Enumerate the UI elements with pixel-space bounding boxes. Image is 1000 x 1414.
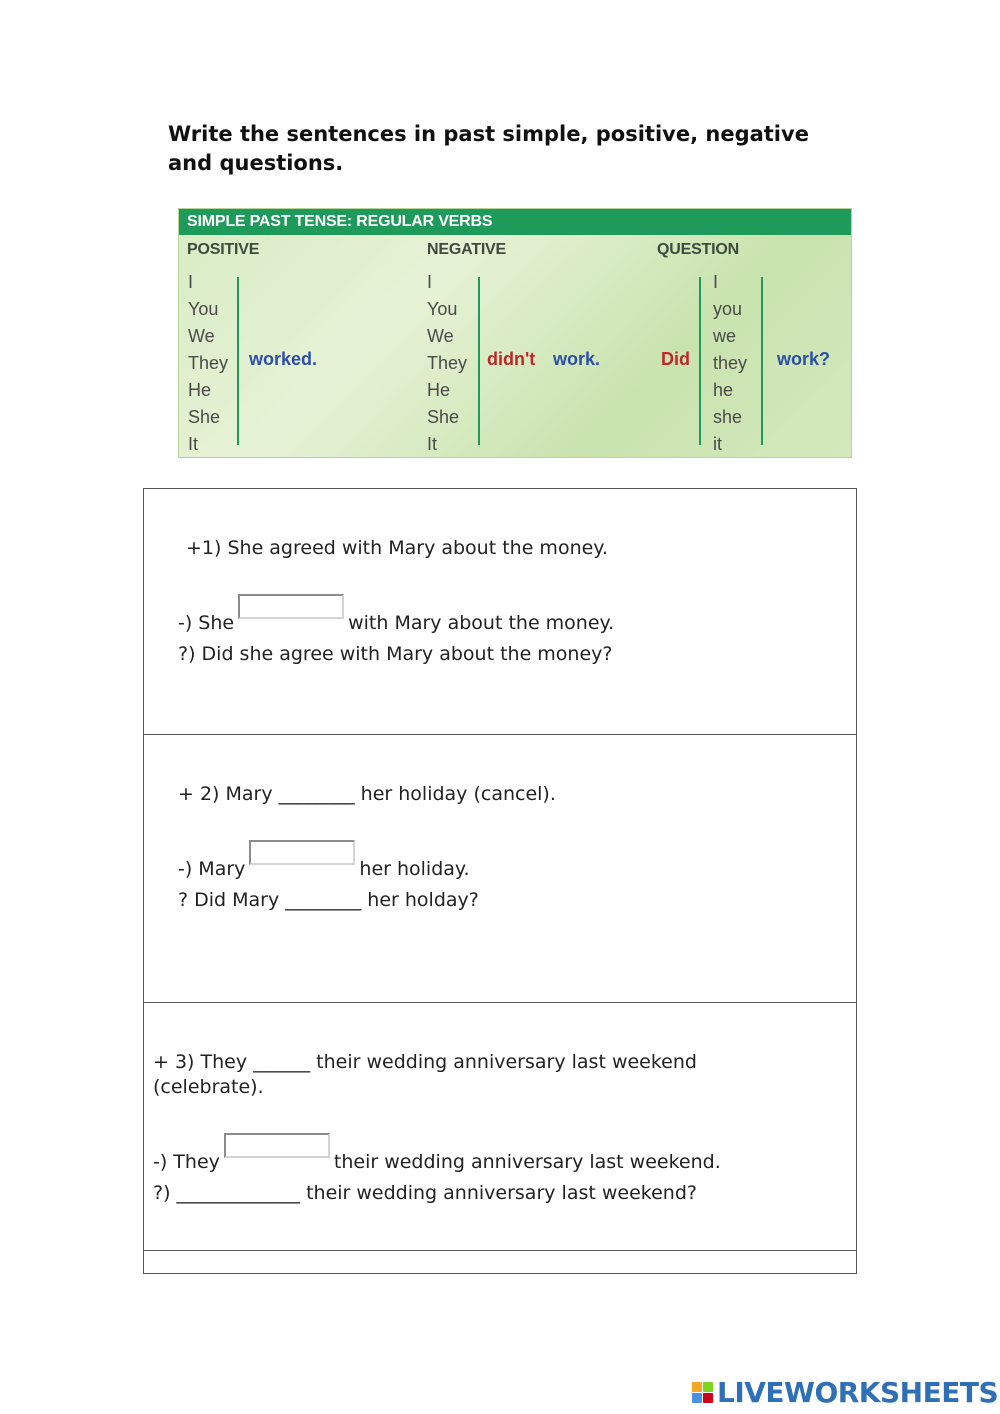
negative-sentence-start: -) Mary (178, 858, 246, 880)
pronoun: You (427, 299, 458, 319)
question-divider-left (699, 277, 701, 445)
answer-input-box-2[interactable] (249, 840, 355, 865)
exercise-section-1 (144, 489, 856, 735)
positive-sentence: + 3) They ______ their wedding anniversary last weekend (celebrate). (153, 1051, 697, 1098)
pronoun: I (427, 272, 433, 292)
negative-pronoun-list (427, 269, 467, 458)
pronoun: You (188, 299, 219, 319)
liveworksheets-logo (692, 1376, 998, 1409)
positive-sentence: +1) She agreed with Mary about the money. (186, 537, 608, 559)
grammar-table-header: SIMPLE PAST TENSE: REGULAR VERBS (179, 209, 851, 235)
pronoun: It (188, 434, 199, 454)
negative-sentence-end: with Mary about the money. (348, 612, 615, 634)
question-pronoun-list (713, 269, 747, 458)
positive-pronoun-list (188, 269, 228, 458)
pronoun: you (713, 299, 743, 319)
pronoun: They (188, 353, 229, 373)
pronoun: they (713, 353, 748, 373)
worksheet-title: Write the sentences in past simple, positive, negative and questions. (168, 122, 809, 175)
logo-square (692, 1382, 702, 1392)
positive-verb: worked. (249, 349, 318, 369)
positive-column-title: POSITIVE (187, 241, 260, 258)
question-sentence: ? Did Mary ________ her holday? (178, 889, 479, 911)
negative-sentence (178, 594, 614, 636)
pronoun: she (713, 407, 743, 427)
exercise-table (143, 488, 857, 1274)
negative-sentence-end: their wedding anniversary last weekend. (333, 1151, 721, 1173)
positive-sentence: + 2) Mary ________ her holiday (cancel). (178, 783, 556, 805)
pronoun: We (188, 326, 215, 346)
question-sentence: ?) _____________ their wedding anniversary last weekend? (153, 1182, 697, 1204)
positive-divider (237, 277, 239, 445)
pronoun: I (188, 272, 194, 292)
logo-text: LIVEWORKSHEETS (717, 1376, 999, 1409)
question-auxiliary: Did (661, 349, 690, 369)
logo-square (703, 1393, 713, 1403)
pronoun: They (427, 353, 468, 373)
logo-grid-icon (692, 1382, 713, 1403)
negative-column-title: NEGATIVE (427, 241, 507, 258)
pronoun: She (188, 407, 221, 427)
negative-sentence-end: her holiday. (359, 858, 470, 880)
logo-square (703, 1382, 713, 1392)
negative-sentence (153, 1133, 721, 1175)
exercise-section-3 (144, 1003, 856, 1251)
negative-auxiliary: didn't (487, 349, 536, 369)
answer-input-box-1[interactable] (238, 594, 344, 619)
negative-sentence (178, 840, 470, 882)
question-divider-right (761, 277, 763, 445)
negative-sentence-start: -) They (153, 1151, 220, 1173)
logo-square (692, 1393, 702, 1403)
answer-input-box-3[interactable] (224, 1133, 330, 1158)
pronoun: It (427, 434, 438, 454)
question-verb: work? (777, 349, 831, 369)
question-sentence: ?) Did she agree with Mary about the money? (178, 643, 613, 665)
negative-sentence-start: -) She (178, 612, 235, 634)
pronoun: He (188, 380, 212, 400)
pronoun: He (427, 380, 451, 400)
grammar-reference-table (178, 208, 852, 458)
pronoun: it (713, 434, 722, 454)
pronoun: We (427, 326, 454, 346)
negative-divider (478, 277, 480, 445)
question-column-title: QUESTION (657, 241, 739, 258)
negative-verb: work. (553, 349, 601, 369)
pronoun: I (713, 272, 719, 292)
exercise-section-2 (144, 735, 856, 1003)
pronoun: She (427, 407, 460, 427)
pronoun: he (713, 380, 734, 400)
pronoun: we (713, 326, 737, 346)
